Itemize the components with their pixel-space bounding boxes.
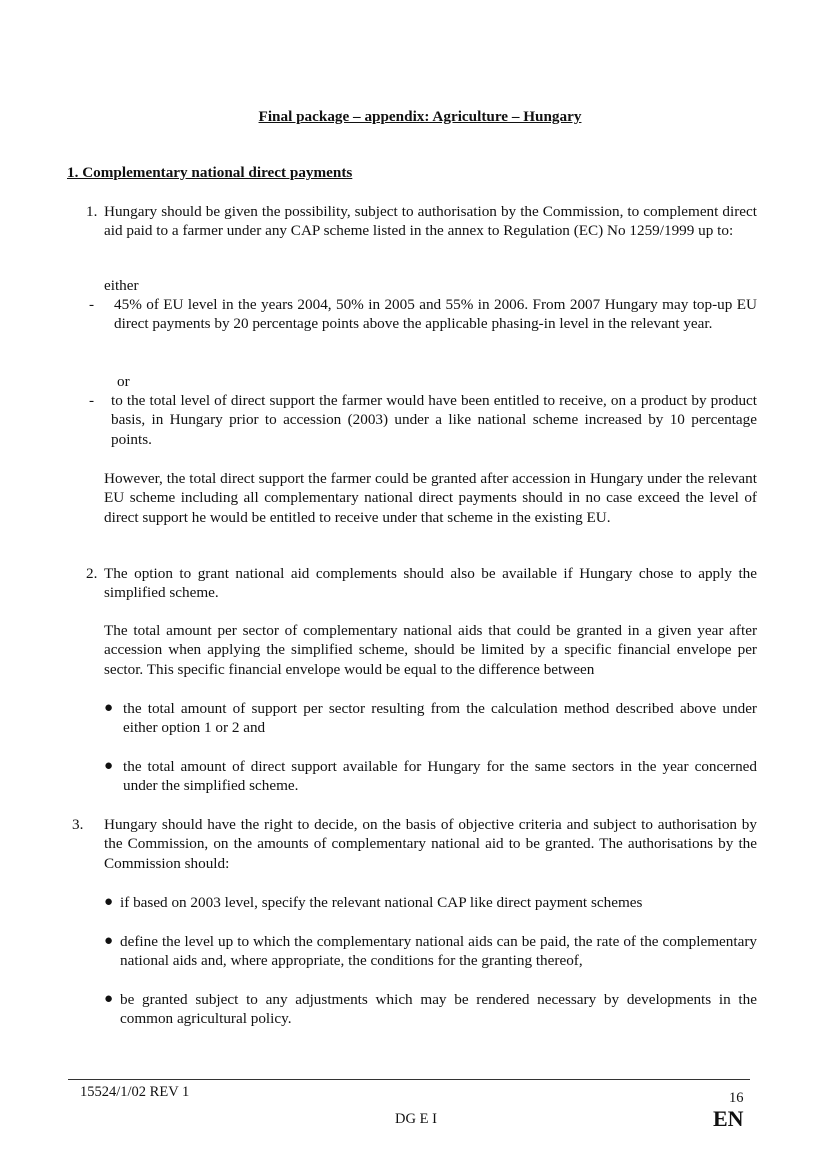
bullet-icon: ●	[104, 933, 114, 949]
item-3-text: Hungary should have the right to decide, on the basis of objective criteria and subject to authorisation by the Commission, on the amounts of complementary national aid to be granted. The authorisations by the Commission should:	[104, 816, 757, 872]
item-3-bullet-2: define the level up to which the complementary national aids can be paid, the rate of the complementary national aids and, where appropriate, the conditions for the granting thereof,	[120, 933, 757, 970]
bullet-icon: ●	[104, 758, 114, 774]
option-2-text: to the total level of direct support the farmer would have been entitled to receive, on a product by product basis, in Hungary prior to accession (2003) under a like national scheme increased by 10 percentage points.	[111, 392, 757, 448]
footer-divider	[68, 1079, 750, 1080]
page-title: Final package – appendix: Agriculture – Hungary	[258, 108, 582, 125]
or-label: or	[117, 373, 130, 390]
option-1-text: 45% of EU level in the years 2004, 50% in 2005 and 55% in 2006. From 2007 Hungary may top-up EU direct payments by 20 percentage points above the applicable phasing-in level in the relevant year.	[114, 296, 757, 333]
however-paragraph: However, the total direct support the farmer could be granted after accession in Hungary under the relevant EU scheme including all complementary national direct payments should in no case exceed the level of direct support he would be entitled to receive under that scheme in the existing EU.	[104, 470, 757, 526]
item-1-text: Hungary should be given the possibility, subject to authorisation by the Commission, to complement direct aid paid to a farmer under any CAP scheme listed in the annex to Regulation (EC) No 1259/1999 up to:	[104, 203, 757, 240]
page-number: 16	[729, 1090, 744, 1106]
document-reference: 15524/1/02 REV 1	[80, 1084, 190, 1100]
item-2-bullet-1: the total amount of support per sector resulting from the calculation method described above under either option 1 or 2 and	[123, 700, 757, 737]
either-label: either	[104, 277, 139, 294]
bullet-icon: ●	[104, 894, 114, 910]
language-code: EN	[713, 1106, 744, 1131]
item-2-text: The option to grant national aid complements should also be available if Hungary chose to apply the simplified scheme.	[104, 565, 757, 602]
bullet-icon: ●	[104, 991, 114, 1007]
item-1-number: 1.	[86, 203, 98, 220]
item-3-number: 3.	[72, 816, 84, 833]
item-2-bullet-2: the total amount of direct support available for Hungary for the same sectors in the year concerned under the simplified scheme.	[123, 758, 757, 795]
financial-envelope-paragraph: The total amount per sector of complementary national aids that could be granted in a given year after accession when applying the simplified scheme, should be limited by a specific financial envelope per sector. This specific financial envelope would be equal to the difference between	[104, 622, 757, 678]
dash-marker: -	[89, 296, 95, 313]
section-heading: 1. Complementary national direct payments	[67, 164, 353, 181]
directorate-label: DG E I	[395, 1111, 437, 1127]
item-3-bullet-3: be granted subject to any adjustments which may be rendered necessary by developments in the common agricultural policy.	[120, 991, 757, 1028]
item-3-bullet-1: if based on 2003 level, specify the relevant national CAP like direct payment schemes	[120, 894, 643, 911]
bullet-icon: ●	[104, 700, 114, 716]
dash-marker: -	[89, 392, 95, 409]
item-2-number: 2.	[86, 565, 98, 582]
